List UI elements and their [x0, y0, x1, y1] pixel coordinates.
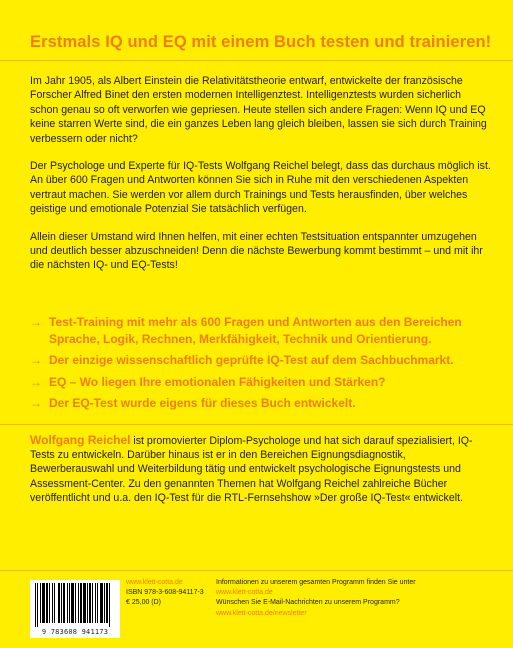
- contact-info: [216, 578, 416, 619]
- isbn: ISBN 978-3-608-94117-3: [126, 589, 204, 597]
- arrow-icon: →: [30, 353, 42, 367]
- arrow-icon: →: [30, 396, 42, 410]
- feature-text: Der EQ-Test wurde eigens für dieses Buch entwickelt.: [49, 396, 356, 410]
- intro-paragraph-1: Im Jahr 1905, als Albert Einstein die Relativitätstheorie entwarf, entwickelte der französische Forscher Alfred Binet den ersten modernen Intelligenztest. Intelligenztests wurden sicherlich schon genau so oft verworfen wie gepriesen. Heute stellen sich andere Fragen: Wenn IQ und EQ keine starren Werte sind, die ein ganzes Leben lang gleich bleiben, lassen sie sich durch Training verbessern oder nicht?: [30, 75, 487, 145]
- newsletter-text: Wünschen Sie E-Mail-Nachrichten zu unserem Programm?: [216, 599, 400, 607]
- publisher-info: [126, 578, 204, 609]
- feature-text: Der einzige wissenschaftlich geprüfte IQ-Test auf dem Sachbuchmarkt.: [49, 353, 454, 367]
- headline: Erstmals IQ und EQ mit einem Buch testen und trainieren!: [30, 33, 492, 51]
- author-name: Wolfgang Reichel: [30, 433, 131, 447]
- intro-paragraph-3: Allein dieser Umstand wird Ihnen helfen, mit einer echten Testsituation entspannter umzugehen und deutlich besser abzuschneiden! Denn die nächste Bewerbung kommt bestimmt – und mit ihr die nächsten IQ- und EQ-Tests!: [30, 230, 483, 272]
- feature-item: [30, 395, 500, 412]
- headline-divider: [0, 60, 513, 61]
- footer-divider: [0, 570, 513, 571]
- feature-list: [30, 314, 500, 417]
- newsletter-link[interactable]: www.klett-cotta.de/newsletter: [216, 609, 307, 617]
- author-bio: [30, 433, 492, 505]
- arrow-icon: →: [30, 374, 42, 389]
- author-divider: [0, 424, 513, 425]
- price: € 25,00 (D): [126, 599, 162, 607]
- intro-paragraph-2: Der Psychologe und Experte für IQ-Tests Wolfgang Reichel belegt, dass das durchaus möglich ist. An über 600 Fragen und Antworten können Sie sich in Ruhe mit den verschiedenen Aspekten vertraut machen. Sie werden vor allem durch Trainings und Tests herausfinden, über welches geistige und emotionale Potenzial Sie tatsächlich verfügen.: [30, 160, 491, 216]
- author-bio-text: ist promovierter Diplom-Psychologe und hat sich darauf spezialisiert, IQ-Tests zu entwickeln. Darüber hinaus ist er in den Bereichen Eignungsdiagnostik, Bewerberauswahl und Weiterbildung tätig und entwickelt psychologische Eignungstests und Assessment-Center. Zu den genannten Themen hat Wolfgang Reichel zahlreiche Bücher veröffentlicht und u.a. den IQ-Test für die RTL-Fernsehshow »Der große IQ-Test« entwickelt.: [30, 435, 473, 504]
- feature-text: Test-Training mit mehr als 600 Fragen und Antworten aus den Bereichen Sprache, Logik, Rechnen, Merkfähigkeit, Technik und Orientierung.: [49, 315, 462, 346]
- barcode: [30, 580, 120, 638]
- barcode-icon: [34, 583, 116, 627]
- arrow-icon: →: [30, 315, 42, 329]
- feature-item: [30, 352, 500, 369]
- program-info-link[interactable]: www.klett-cotta.de: [216, 589, 273, 597]
- feature-item: [30, 374, 500, 391]
- program-info-text: Informationen zu unserem gesamten Programm finden Sie unter: [216, 579, 416, 586]
- feature-text: EQ – Wo liegen Ihre emotionalen Fähigkeiten und Stärken?: [49, 374, 386, 389]
- barcode-digits: 9 783608 941173: [41, 628, 109, 636]
- footer: [30, 578, 500, 640]
- publisher-website[interactable]: www.klett-cotta.de: [126, 579, 183, 586]
- intro-text: [30, 74, 492, 286]
- feature-item: [30, 314, 500, 347]
